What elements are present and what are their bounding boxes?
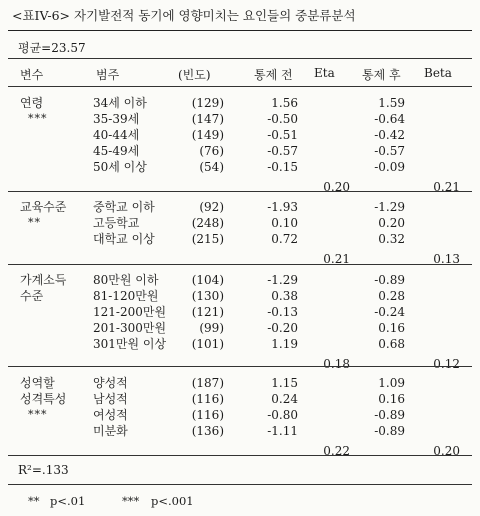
after-control-cell: 0.68 (378, 337, 405, 351)
table-row (0, 320, 480, 336)
table-row (0, 143, 480, 159)
frequency-cell: ( 121 ) (190, 304, 224, 320)
after-control-cell: 1.59 (378, 96, 405, 110)
frequency-cell: ( 130 ) (190, 288, 224, 304)
frequency-cell: ( 116 ) (190, 391, 224, 407)
category-cell: 남성적 (93, 392, 128, 406)
table-row (0, 127, 480, 143)
eta-value: 0.20 (323, 180, 350, 194)
after-control-cell: -0.57 (374, 144, 405, 158)
frequency-cell: ( 136 ) (190, 423, 224, 439)
variable-name: 가계소득 (20, 273, 67, 287)
category-cell: 40-44세 (93, 128, 140, 142)
category-cell: 301만원 이상 (93, 337, 167, 351)
category-cell: 35-39세 (93, 112, 140, 126)
category-cell: 45-49세 (93, 144, 140, 158)
after-control-cell: -0.42 (374, 128, 405, 142)
header-top-rule (8, 58, 472, 59)
table-row (0, 423, 480, 439)
before-control-cell: -1.29 (267, 273, 298, 287)
category-cell: 201-300만원 (93, 321, 167, 335)
before-control-cell: -0.20 (267, 321, 298, 335)
before-control-cell: -0.50 (267, 112, 298, 126)
table-row (0, 288, 480, 304)
category-cell: 중학교 이하 (93, 200, 155, 214)
after-control-cell: -0.24 (374, 305, 405, 319)
beta-value: 0.21 (433, 180, 460, 194)
eta-value: 0.22 (323, 444, 350, 458)
frequency-cell: ( 187 ) (190, 375, 224, 391)
note-sig-01-mark: ** (28, 494, 40, 508)
header-variable: 변수 (20, 68, 44, 82)
after-control-cell: -0.64 (374, 112, 405, 126)
r-squared: R²=.133 (18, 463, 69, 477)
before-control-cell: -0.57 (267, 144, 298, 158)
before-control-cell: 0.24 (271, 392, 298, 406)
category-cell: 34세 이하 (93, 96, 147, 110)
frequency-cell: ( 54 ) (190, 159, 224, 175)
table-row (0, 111, 480, 127)
note-sig-001-mark: *** (122, 494, 140, 508)
after-control-cell: -0.09 (374, 160, 405, 174)
frequency-cell: ( 99 ) (190, 320, 224, 336)
frequency-cell: ( 116 ) (190, 407, 224, 423)
before-control-cell: -1.11 (267, 424, 298, 438)
header-after-control: 통제 후 (362, 68, 401, 82)
table-row (0, 159, 480, 175)
variable-name-line2: 성격특성 (20, 392, 67, 406)
note-sig-01-text: p<.01 (50, 494, 86, 508)
after-control-cell: 0.16 (378, 321, 405, 335)
table-row (0, 336, 480, 352)
variable-name: 교육수준 (20, 200, 67, 214)
table-row (0, 95, 480, 111)
frequency-cell: ( 149 ) (190, 127, 224, 143)
category-cell: 81-120만원 (93, 289, 159, 303)
significance-stars: ** (28, 216, 41, 229)
significance-stars: *** (28, 408, 48, 421)
variable-name-line2: 수준 (20, 289, 44, 303)
bottom-rule (8, 484, 472, 485)
frequency-cell: ( 101 ) (190, 336, 224, 352)
before-control-cell: 1.15 (271, 376, 298, 390)
table-row (0, 272, 480, 288)
table-row (0, 304, 480, 320)
after-control-cell: 0.16 (378, 392, 405, 406)
table-row (0, 215, 480, 231)
frequency-cell: ( 76 ) (190, 143, 224, 159)
header-beta: Beta (424, 66, 452, 80)
before-control-cell: -0.15 (267, 160, 298, 174)
significance-stars: *** (28, 112, 48, 125)
after-control-cell: -0.89 (374, 424, 405, 438)
eta-value: 0.18 (323, 357, 350, 371)
category-cell: 80만원 이하 (93, 273, 159, 287)
before-control-cell: 0.38 (271, 289, 298, 303)
before-control-cell: 0.10 (271, 216, 298, 230)
eta-value: 0.21 (323, 252, 350, 266)
table-row (0, 231, 480, 247)
category-cell: 양성적 (93, 376, 128, 390)
category-cell: 50세 이상 (93, 160, 147, 174)
before-control-cell: 0.72 (271, 232, 298, 246)
category-cell: 대학교 이상 (93, 232, 155, 246)
frequency-cell: ( 129 ) (190, 95, 224, 111)
frequency-cell: ( 92 ) (190, 199, 224, 215)
before-control-cell: -0.13 (267, 305, 298, 319)
category-cell: 여성적 (93, 408, 128, 422)
category-cell: 121-200만원 (93, 305, 167, 319)
table-row (0, 407, 480, 423)
table-title: <표IV-6> 자기발전적 동기에 영향미치는 요인들의 중분류분석 (12, 8, 356, 23)
frequency-cell: ( 215 ) (190, 231, 224, 247)
after-control-cell: -1.29 (374, 200, 405, 214)
beta-value: 0.12 (433, 357, 460, 371)
variable-name: 성역할 (20, 376, 55, 390)
beta-value: 0.13 (433, 252, 460, 266)
after-control-cell: 0.32 (378, 232, 405, 246)
frequency-cell: ( 248 ) (190, 215, 224, 231)
table-row (0, 375, 480, 391)
top-rule (8, 30, 472, 31)
header-frequency: (빈도) (178, 68, 211, 82)
category-cell: 미분화 (93, 424, 128, 438)
header-bottom-rule (8, 86, 472, 87)
after-control-cell: 1.09 (378, 376, 405, 390)
table-end-rule (8, 455, 472, 456)
frequency-cell: ( 147 ) (190, 111, 224, 127)
header-category: 범주 (96, 68, 120, 82)
table-row (0, 391, 480, 407)
table-row (0, 199, 480, 215)
before-control-cell: -1.93 (267, 200, 298, 214)
before-control-cell: -0.80 (267, 408, 298, 422)
after-control-cell: -0.89 (374, 273, 405, 287)
header-before-control: 통제 전 (254, 68, 293, 82)
after-control-cell: 0.28 (378, 289, 405, 303)
frequency-cell: ( 104 ) (190, 272, 224, 288)
before-control-cell: 1.19 (271, 337, 298, 351)
before-control-cell: -0.51 (267, 128, 298, 142)
note-sig-001-text: p<.001 (151, 494, 194, 508)
beta-value: 0.20 (433, 444, 460, 458)
group-divider (8, 366, 472, 367)
after-control-cell: 0.20 (378, 216, 405, 230)
after-control-cell: -0.89 (374, 408, 405, 422)
category-cell: 고등학교 (93, 216, 140, 230)
mean-label: 평균=23.57 (18, 41, 86, 55)
variable-name: 연령 (20, 96, 44, 110)
header-eta: Eta (314, 66, 335, 80)
group-divider (8, 264, 472, 265)
group-divider (8, 191, 472, 192)
before-control-cell: 1.56 (271, 96, 298, 110)
